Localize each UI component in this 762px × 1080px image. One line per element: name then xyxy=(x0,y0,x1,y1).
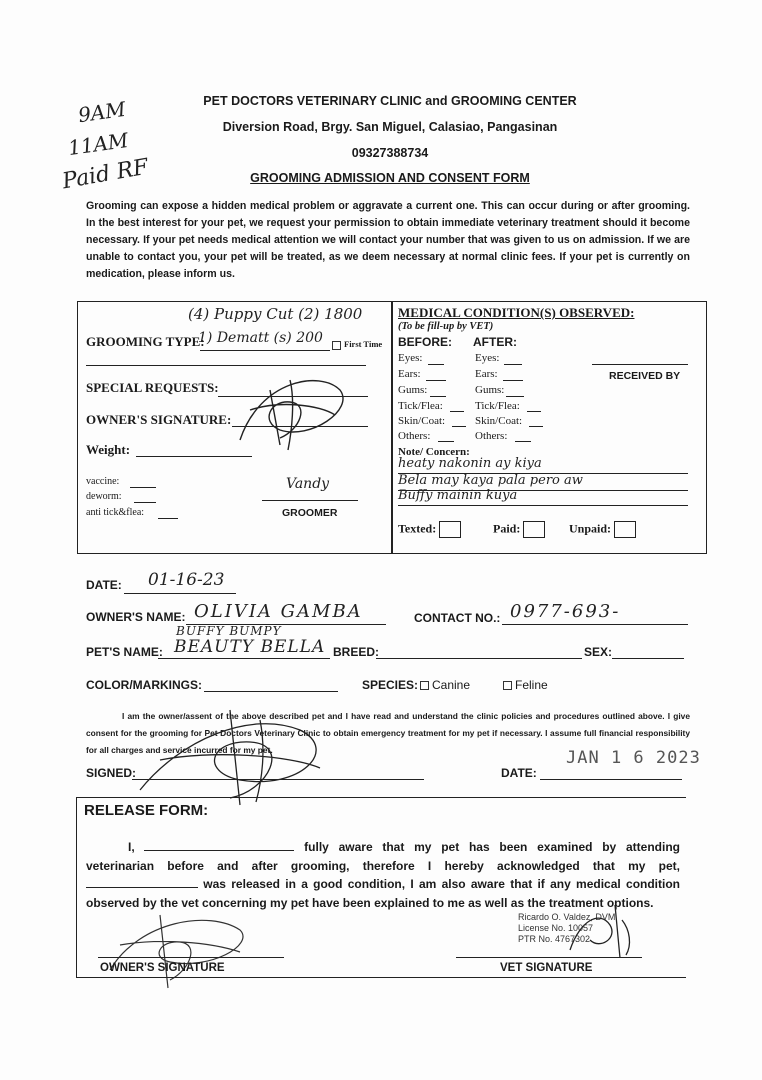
vet-ptr: PTR No. 4767302 xyxy=(518,934,591,944)
release-title: RELEASE FORM: xyxy=(84,802,209,819)
owner-signature-label: OWNER'S SIGNATURE: xyxy=(86,412,232,427)
before-eyes: Eyes: xyxy=(398,352,423,364)
note-label: Note/ Concern: xyxy=(398,446,470,458)
groomer-label: GROOMER xyxy=(282,507,338,519)
after-others: Others: xyxy=(475,430,508,442)
clinic-phone: 09327388734 xyxy=(351,146,429,160)
vet-name: Ricardo O. Valdez, DVM xyxy=(518,912,616,922)
before-skincoat: Skin/Coat: xyxy=(398,415,446,427)
paid-field[interactable] xyxy=(493,521,545,538)
owner-name-value: OLIVIA GAMBA xyxy=(194,601,363,622)
note-line-2: Bela may kaya pala pero aw xyxy=(398,473,583,488)
first-time-checkbox[interactable] xyxy=(332,341,341,350)
after-skincoat: Skin/Coat: xyxy=(475,415,523,427)
breed-label: BREED: xyxy=(333,645,380,659)
first-time-checkbox-label[interactable] xyxy=(332,339,382,350)
vaccine-label: vaccine: xyxy=(86,476,120,487)
before-gums: Gums: xyxy=(398,384,428,396)
date-label: DATE: xyxy=(86,578,122,592)
pet-name-label: PET'S NAME: xyxy=(86,645,163,659)
before-label: BEFORE: xyxy=(398,335,452,349)
grooming-type-handwriting-1: (4) Puppy Cut (2) 1800 xyxy=(188,305,363,323)
consent-signature-scribble xyxy=(100,680,360,810)
special-requests-label: SPECIAL REQUESTS: xyxy=(86,380,219,395)
texted-label: Texted: xyxy=(398,521,437,536)
signed-date-label: DATE: xyxy=(501,766,537,780)
release-frame-bottom xyxy=(76,977,686,978)
canine-checkbox[interactable] xyxy=(420,681,429,690)
deworm-label: deworm: xyxy=(86,491,122,502)
date-stamp: JAN 1 6 2023 xyxy=(566,748,701,768)
vet-license: License No. 10057 xyxy=(518,923,594,933)
pet-name-top: BUFFY BUMPY xyxy=(176,624,282,638)
owner-signature-caption: OWNER'S SIGNATURE xyxy=(100,962,225,974)
consent-paragraph: I am the owner/assent of the above described pet and I have read and understand the clinic policies and procedures outlined above. I give consent for the grooming for Pet Doctors Veterinary Clinic to obtain emergency treatment for my pet if necessary. I assume full financial responsibility for all charges and service incurred for my pet. xyxy=(86,711,690,755)
sex-label: SEX: xyxy=(584,645,613,659)
feline-checkbox[interactable] xyxy=(503,681,512,690)
margin-note-11am: 11AM xyxy=(66,127,130,161)
canine-label: Canine xyxy=(432,678,471,692)
groomer-name: Vandy xyxy=(286,476,330,492)
before-ears: Ears: xyxy=(398,368,421,380)
unpaid-checkbox[interactable] xyxy=(614,521,636,538)
after-tickflea: Tick/Flea: xyxy=(475,400,520,412)
grooming-type-handwriting-2: 1) Dematt (s) 200 xyxy=(198,330,323,346)
paid-checkbox[interactable] xyxy=(523,521,545,538)
after-eyes: Eyes: xyxy=(475,352,500,364)
owner-name-label: OWNER'S NAME: xyxy=(86,610,186,624)
antitick-label: anti tick&flea: xyxy=(86,507,145,518)
clinic-address: Diversion Road, Brgy. San Miguel, Calasiao, Pangasinan xyxy=(222,120,558,134)
date-value: 01-16-23 xyxy=(148,570,225,590)
canine-option[interactable] xyxy=(420,678,470,692)
vet-signature-caption: VET SIGNATURE xyxy=(500,962,593,974)
release-frame-left xyxy=(76,797,77,977)
texted-field[interactable] xyxy=(398,521,461,538)
form-title: GROOMING ADMISSION AND CONSENT FORM xyxy=(250,171,530,185)
medical-title: MEDICAL CONDITION(S) OBSERVED: xyxy=(398,305,635,320)
clinic-name: PET DOCTORS VETERINARY CLINIC and GROOMING CENTER xyxy=(203,94,577,108)
note-line-1: heaty nakonin ay kiya xyxy=(398,456,542,471)
contact-label: CONTACT NO.: xyxy=(414,611,501,625)
note-line-3: Buffy mainin kuya xyxy=(398,488,518,503)
paid-label: Paid: xyxy=(493,521,521,536)
release-text-2: was released in a good condition, I am also aware that if any medical condition observed by the vet concerning my pet have been explained to me as well as the treatment options. xyxy=(86,877,681,910)
signed-label: SIGNED: xyxy=(86,766,137,780)
margin-note-paid-rf: Paid RF xyxy=(60,154,151,195)
unpaid-field[interactable] xyxy=(569,521,636,538)
contact-value: 0977-693- xyxy=(510,601,621,622)
received-by-label: RECEIVED BY xyxy=(609,370,681,382)
medical-subtitle: (To be fill-up by VET) xyxy=(398,321,494,332)
pet-name-value: BEAUTY BELLA xyxy=(174,637,326,657)
release-frame-top xyxy=(76,797,686,798)
intro-paragraph: Grooming can expose a hidden medical problem or aggravate a current one. This can occur during or after grooming. In the best interest for your pet, we request your permission to obtain immediate veterinary treatment should it become necessary. If your pet needs medical attention we will contact your number that was given to us on admission. If we are unable to contact you, your pet will be treated, as we deem necessary at normal clinic fees. If your pet is currently on medication, please inform us. xyxy=(86,200,690,280)
vet-signature-scribble xyxy=(560,900,640,960)
owner-signature-scribble xyxy=(220,360,360,460)
release-i: I, xyxy=(128,840,135,854)
release-text-1: fully aware that my pet has been examined by attending veterinarian before and after grooming, therefore I hereby acknowledged that my pet, xyxy=(86,840,680,873)
margin-note-9am: 9AM xyxy=(76,96,128,128)
after-gums: Gums: xyxy=(475,384,505,396)
color-label: COLOR/MARKINGS: xyxy=(86,678,202,692)
grooming-type-label: GROOMING TYPE: xyxy=(86,334,205,349)
weight-label: Weight: xyxy=(86,442,131,457)
first-time-label: First Time xyxy=(344,339,383,349)
feline-option[interactable] xyxy=(503,678,548,692)
species-label: SPECIES: xyxy=(362,678,419,692)
feline-label: Feline xyxy=(515,678,548,692)
after-label: AFTER: xyxy=(473,335,517,349)
unpaid-label: Unpaid: xyxy=(569,521,612,536)
texted-checkbox[interactable] xyxy=(439,521,461,538)
before-others: Others: xyxy=(398,430,431,442)
after-ears: Ears: xyxy=(475,368,498,380)
before-tickflea: Tick/Flea: xyxy=(398,400,443,412)
